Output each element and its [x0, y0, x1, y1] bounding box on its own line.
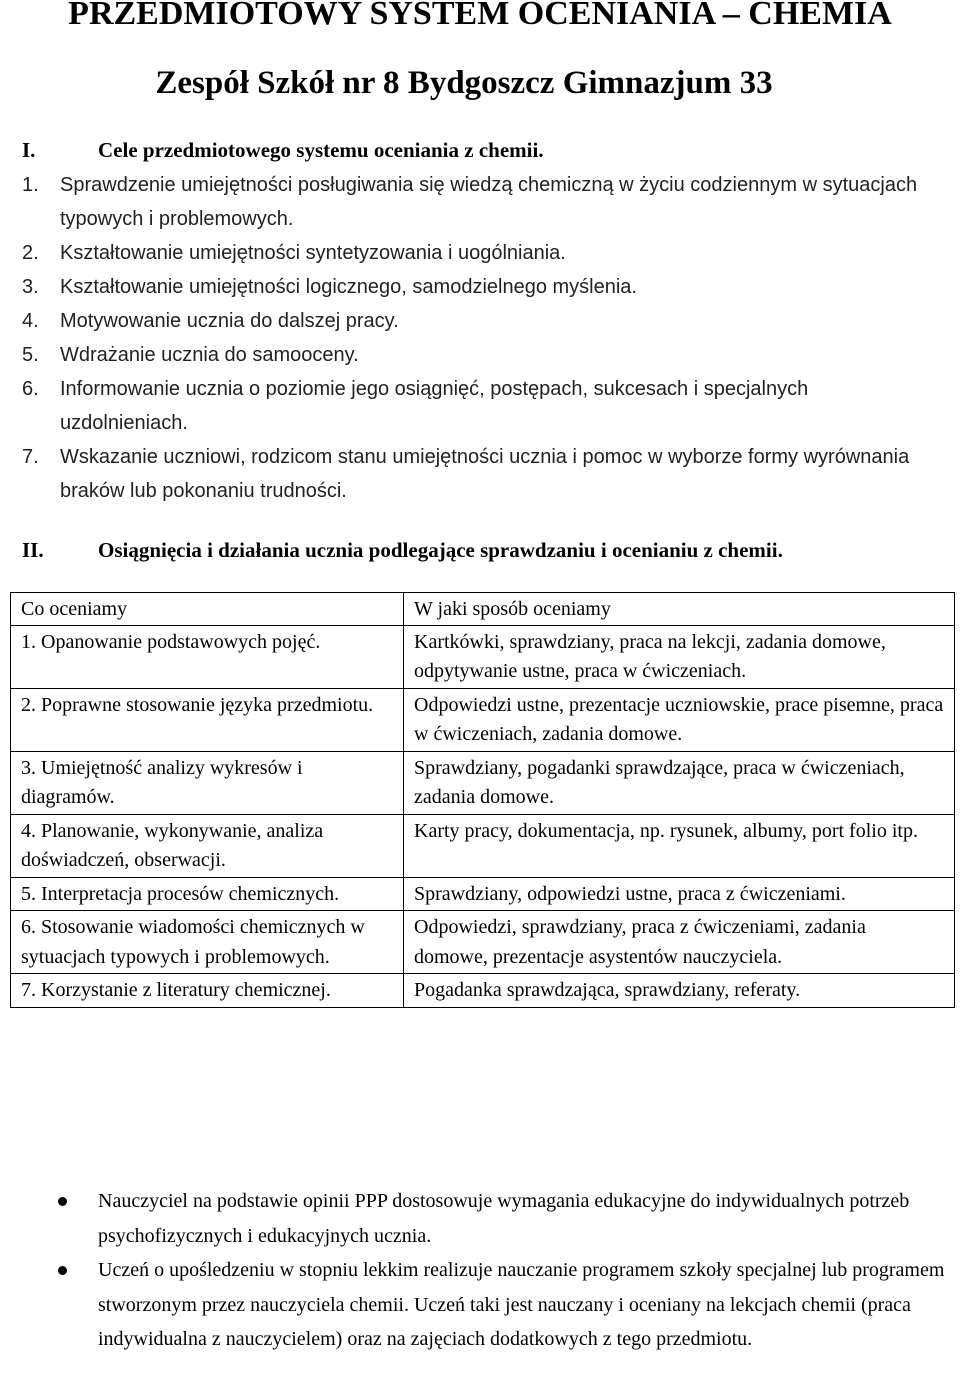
- table-header-row: [11, 593, 955, 626]
- cell-what: 2. Poprawne stosowanie języka przedmiotu.: [11, 688, 404, 751]
- section-2-number: II.: [22, 538, 44, 562]
- cell-what: 4. Planowanie, wykonywanie, analiza doświadczeń, obserwacji.: [11, 814, 404, 877]
- table-row: [11, 688, 955, 751]
- list-item: [0, 168, 940, 236]
- table-row: [11, 625, 955, 688]
- note-text: Nauczyciel na podstawie opinii PPP dostosowuje wymagania edukacyjne do indywidualnych potrzeb psychofizycznych i edukacyjnych ucznia.: [98, 1190, 910, 1247]
- list-item-text: Sprawdzenie umiejętności posługiwania się wiedzą chemiczną w życiu codziennym w sytuacjach typowych i problemowych.: [60, 174, 918, 230]
- list-item: [0, 1184, 945, 1253]
- cell-how: Odpowiedzi, sprawdziany, praca z ćwiczeniami, zadania domowe, prezentacje asystentów nauczyciela.: [404, 911, 955, 974]
- table-row: [11, 974, 955, 1008]
- list-item-number: 7.: [22, 446, 39, 468]
- cell-how: Karty pracy, dokumentacja, np. rysunek, albumy, port folio itp.: [404, 814, 955, 877]
- list-item: [0, 372, 940, 440]
- list-item-number: 4.: [22, 310, 39, 332]
- cell-how: Sprawdziany, odpowiedzi ustne, praca z ćwiczeniami.: [404, 877, 955, 911]
- cell-how: Sprawdziany, pogadanki sprawdzające, praca w ćwiczeniach, zadania domowe.: [404, 751, 955, 814]
- table-row: [11, 911, 955, 974]
- list-item-text: Informowanie ucznia o poziomie jego osiągnięć, postępach, sukcesach i specjalnych uzdolnieniach.: [60, 378, 809, 434]
- table-row: [11, 814, 955, 877]
- note-text: Uczeń o upośledzeniu w stopniu lekkim realizuje nauczanie programem szkoły specjalnej lub programem stworzonym przez nauczyciela chemii. Uczeń taki jest nauczany i oceniany na lekcjach chemii (praca indywidualna z nauczycielem) oraz na zajęciach dodatkowych z tego przedmiotu.: [98, 1259, 945, 1350]
- list-item-number: 5.: [22, 344, 39, 366]
- section-1-title: Cele przedmiotowego systemu oceniania z chemii.: [98, 138, 544, 162]
- list-item: [0, 270, 940, 304]
- list-item: [0, 236, 940, 270]
- cell-what: 1. Opanowanie podstawowych pojęć.: [11, 625, 404, 688]
- column-header-what: Co oceniamy: [11, 593, 404, 626]
- goals-list: [0, 168, 940, 508]
- list-item-text: Kształtowanie umiejętności logicznego, samodzielnego myślenia.: [60, 276, 637, 298]
- section-2-heading: [22, 537, 783, 563]
- section-1-heading: [22, 137, 544, 163]
- table-row: [11, 751, 955, 814]
- list-item: [0, 1253, 945, 1357]
- notes-list: [0, 1184, 945, 1357]
- list-item-text: Wskazanie uczniowi, rodzicom stanu umiejętności ucznia i pomoc w wyborze formy wyrównania braków lub pokonaniu trudności.: [60, 446, 910, 502]
- cell-what: 5. Interpretacja procesów chemicznych.: [11, 877, 404, 911]
- cell-what: 7. Korzystanie z literatury chemicznej.: [11, 974, 404, 1008]
- column-header-how: W jaki sposób oceniamy: [404, 593, 955, 626]
- list-item-number: 1.: [22, 174, 39, 196]
- list-item-number: 6.: [22, 378, 39, 400]
- assessment-table: [10, 592, 955, 1008]
- school-title: Zespół Szkół nr 8 Bydgoszcz Gimnazjum 33: [155, 65, 773, 101]
- page-title: PRZEDMIOTOWY SYSTEM OCENIANIA – CHEMIA: [68, 0, 892, 32]
- list-item-number: 3.: [22, 276, 39, 298]
- list-item-text: Wdrażanie ucznia do samooceny.: [60, 344, 359, 366]
- cell-what: 3. Umiejętność analizy wykresów i diagramów.: [11, 751, 404, 814]
- list-item: [0, 440, 940, 508]
- cell-what: 6. Stosowanie wiadomości chemicznych w sytuacjach typowych i problemowych.: [11, 911, 404, 974]
- list-item: [0, 304, 940, 338]
- section-1-number: I.: [22, 138, 36, 162]
- bullet-icon: [58, 1266, 67, 1275]
- table-row: [11, 877, 955, 911]
- cell-how: Pogadanka sprawdzająca, sprawdziany, referaty.: [404, 974, 955, 1008]
- list-item: [0, 338, 940, 372]
- list-item-text: Kształtowanie umiejętności syntetyzowania i uogólniania.: [60, 242, 566, 264]
- cell-how: Kartkówki, sprawdziany, praca na lekcji, zadania domowe, odpytywanie ustne, praca w ćwiczeniach.: [404, 625, 955, 688]
- list-item-text: Motywowanie ucznia do dalszej pracy.: [60, 310, 399, 332]
- bullet-icon: [58, 1197, 67, 1206]
- cell-how: Odpowiedzi ustne, prezentacje uczniowskie, prace pisemne, praca w ćwiczeniach, zadania domowe.: [404, 688, 955, 751]
- section-2-title: Osiągnięcia i działania ucznia podlegające sprawdzaniu i ocenianiu z chemii.: [98, 538, 783, 562]
- list-item-number: 2.: [22, 242, 39, 264]
